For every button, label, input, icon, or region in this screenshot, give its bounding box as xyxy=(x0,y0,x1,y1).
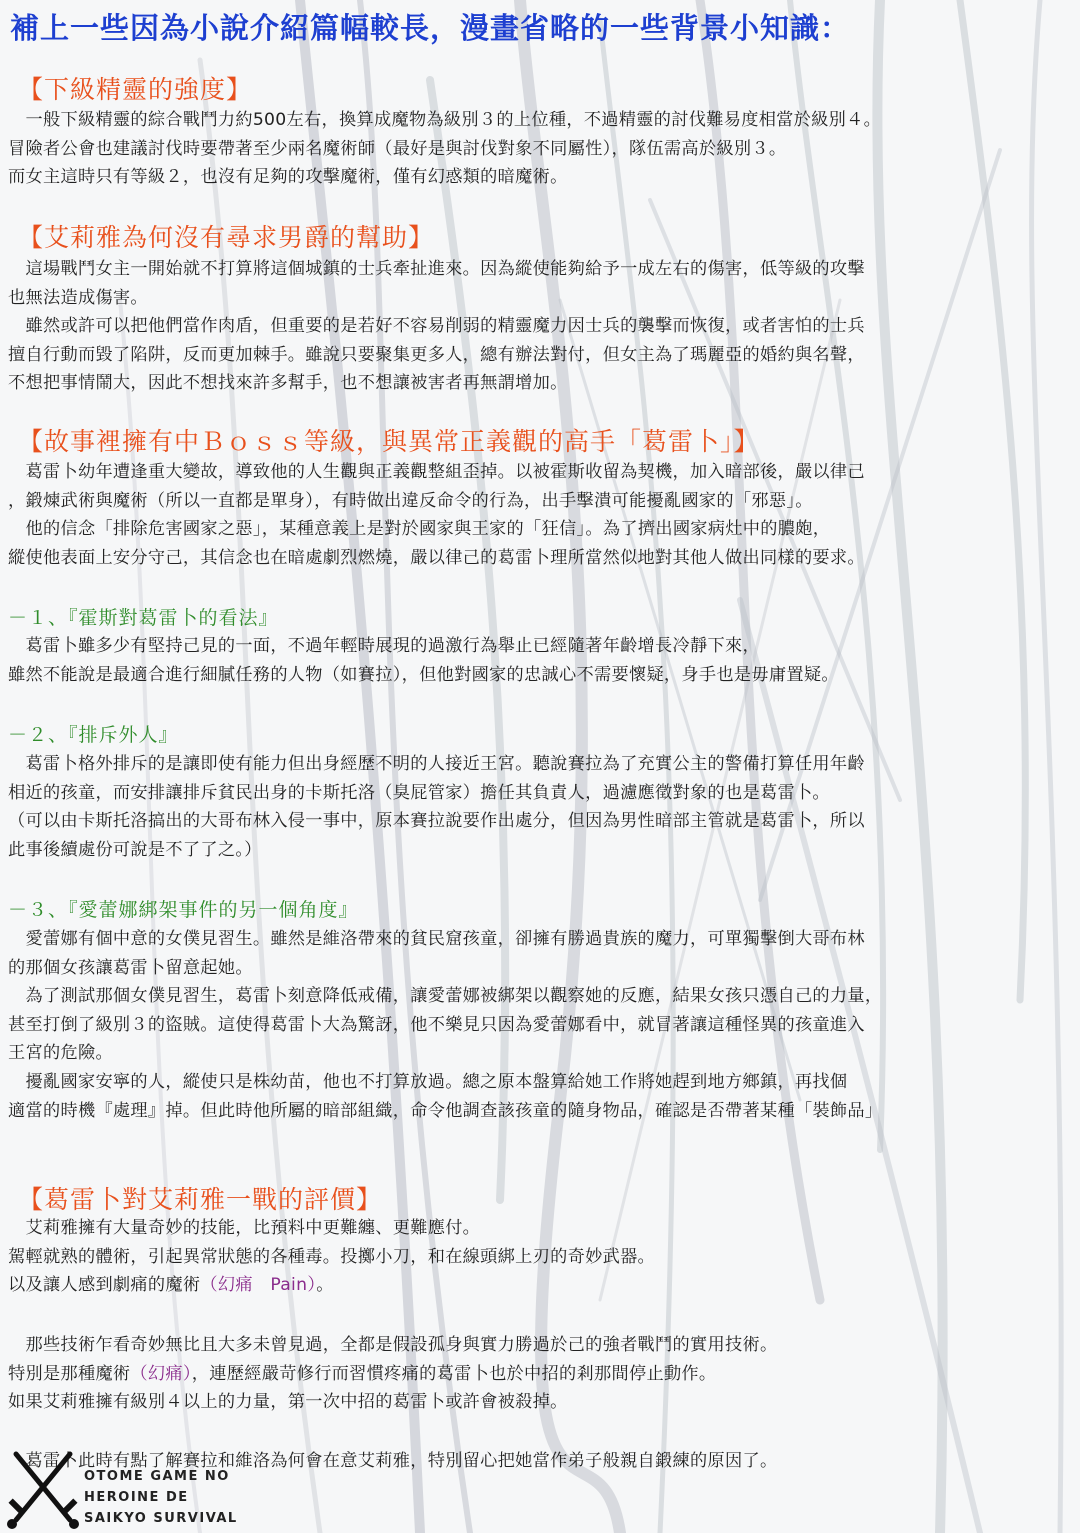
text-line: 甚至打倒了級別３的盜賊。這使得葛雷卜大為驚訝，他不樂見只因為愛蕾娜看中，就冒著讓這種怪異的孩童進入 xyxy=(8,1014,865,1035)
text-line xyxy=(8,1360,1078,1389)
text-line: 如果艾莉雅擁有級別４以上的力量，第一次中招的葛雷卜或許會被殺掉。 xyxy=(8,1392,568,1413)
subsection-body xyxy=(8,750,1078,864)
text-line: 那些技術乍看奇妙無比且大多未曾見過，全都是假設孤身與實力勝過於己的強者戰鬥的實用技術。 xyxy=(8,1335,778,1355)
text-line: 葛雷卜此時有點了解賽拉和維洛為何會在意艾莉雅，特別留心把她當作弟子般親自鍛練的原因了。 xyxy=(8,1451,778,1471)
text-line: 這場戰鬥女主一開始就不打算將這個城鎮的士兵牽扯進來。因為縱使能夠給予一成左右的傷害，低等級的攻擊 xyxy=(8,259,865,279)
highlight-phantom-pain: （幻痛） xyxy=(130,1363,192,1384)
section-body xyxy=(8,1331,1078,1417)
section-heading: 【葛雷卜對艾莉雅一戰的評價】 xyxy=(18,1185,383,1214)
text-line: 一般下級精靈的綜合戰鬥力約500左右，換算成魔物為級別３的上位種，不過精靈的討伐難易度相當於級別４。 xyxy=(8,110,882,130)
subsection-heading: －３、『愛蕾娜綁架事件的另一個角度』 xyxy=(8,899,359,921)
text-line: 此事後續處份可說是不了了之。） xyxy=(8,839,262,860)
series-credit xyxy=(84,1466,238,1529)
text-line: 擅自行動而毀了陷阱，反而更加棘手。雖說只要聚集更多人，總有辦法對付，但女主為了瑪麗亞的婚約與名聲， xyxy=(8,344,865,365)
text-line: （可以由卡斯托洛搞出的大哥布林入侵一事中，原本賽拉說要作出處分，但因為男性暗部主管就是葛雷卜，所以 xyxy=(8,811,865,832)
section-body xyxy=(8,1214,1078,1300)
text-line: 也無法造成傷害。 xyxy=(8,287,148,308)
text-line: 冒險者公會也建議討伐時要帶著至少兩名魔術師（最好是與討伐對象不同屬性），隊伍需高於級別３。 xyxy=(8,138,787,159)
subsection-heading: －２、『排斥外人』 xyxy=(8,724,179,746)
text-span: 以及讓人感到劇痛的魔術 xyxy=(8,1275,201,1296)
text-span: ，連歷經嚴苛修行而習慣疼痛的葛雷卜也於中招的剎那間停止動作。 xyxy=(191,1363,717,1384)
text-line: 艾莉雅擁有大量奇妙的技能，比預料中更難纏、更難應付。 xyxy=(8,1218,481,1238)
text-line: 為了測試那個女僕見習生，葛雷卜刻意降低戒備，讓愛蕾娜被綁架以觀察她的反應，結果女孩只憑自己的力量， xyxy=(8,986,883,1007)
text-line: 葛雷卜雖多少有堅持己見的一面，不過年輕時展現的過激行為舉止已經隨著年齡增長冷靜下來， xyxy=(8,636,760,656)
section-body xyxy=(8,255,1078,398)
section-heading: 【故事裡擁有中Ｂｏｓｓ等級，與異常正義觀的高手「葛雷卜」】 xyxy=(18,427,760,456)
crossed-swords-logo-icon xyxy=(4,1440,84,1532)
section-heading: 【艾莉雅為何沒有尋求男爵的幫助】 xyxy=(18,223,435,252)
subsection-body xyxy=(8,925,1078,1125)
text-line: ，鍛煉武術與魔術（所以一直都是單身），有時做出違反命令的行為，出手擊潰可能擾亂國家的「邪惡」。 xyxy=(8,490,813,511)
section-body xyxy=(8,458,1078,572)
text-line xyxy=(8,1271,1078,1300)
text-line: 愛蕾娜有個中意的女僕見習生。雖然是維洛帶來的貧民窟孩童，卻擁有勝過貴族的魔力，可單獨擊倒大哥布林 xyxy=(8,929,865,949)
credit-line: SAIKYO SURVIVAL xyxy=(84,1511,238,1526)
text-line: 的那個女孩讓葛雷卜留意起她。 xyxy=(8,957,253,978)
subsection-body xyxy=(8,632,1078,689)
text-span: 特別是那種魔術 xyxy=(8,1363,131,1384)
text-line: 葛雷卜格外排斥的是讓即使有能力但出身經歷不明的人接近王宮。聽說賽拉為了充實公主的警備打算任用年齡 xyxy=(8,754,865,774)
text-line: 葛雷卜幼年遭逢重大變故，導致他的人生觀與正義觀整組歪掉。以被霍斯收留為契機，加入暗部後，嚴以律己 xyxy=(8,462,865,482)
page-title: 補上一些因為小說介紹篇幅較長，漫畫省略的一些背景小知識： xyxy=(10,11,851,45)
text-span: 。 xyxy=(316,1275,334,1296)
text-line: 王宮的危險。 xyxy=(8,1043,113,1064)
text-line: 相近的孩童，而安排讓排斥貧民出身的卡斯托洛（臭屁管家）擔任其負責人，過濾應徵對象的也是葛雷卜。 xyxy=(8,782,830,803)
text-line: 他的信念「排除危害國家之惡」，某種意義上是對於國家與王家的「狂信」。為了擠出國家病灶中的膿皰， xyxy=(8,519,831,540)
text-line: 而女主這時只有等級２，也沒有足夠的攻擊魔術，僅有幻惑類的暗魔術。 xyxy=(8,167,568,188)
text-line: 駕輕就熟的體術，引起異常狀態的各種毒。投擲小刀，和在線頭綁上刃的奇妙武器。 xyxy=(8,1246,656,1267)
text-line: 適當的時機『處理』掉。但此時他所屬的暗部組織，命令他調查該孩童的隨身物品，確認是否帶著某種「裝飾品」 xyxy=(8,1100,883,1121)
credit-line: HEROINE DE xyxy=(84,1490,189,1505)
section-body xyxy=(8,106,1078,192)
text-line: 縱使他表面上安分守己，其信念也在暗處劇烈燃燒，嚴以律己的葛雷卜理所當然似地對其他人做出同樣的要求。 xyxy=(8,547,865,568)
highlight-pain: （幻痛 Pain） xyxy=(200,1275,317,1296)
text-line: 擾亂國家安寧的人，縱使只是株幼苗，他也不打算放過。總之原本盤算給她工作將她趕到地方鄉鎮，再找個 xyxy=(8,1071,848,1092)
text-line: 雖然不能說是最適合進行細膩任務的人物（如賽拉），但他對國家的忠誠心不需要懷疑，身手也是毋庸置疑。 xyxy=(8,664,839,685)
text-line: 不想把事情鬧大，因此不想找來許多幫手，也不想讓被害者再無謂增加。 xyxy=(8,373,568,394)
section-heading: 【下級精靈的強度】 xyxy=(18,75,253,104)
subsection-heading: －１、『霍斯對葛雷卜的看法』 xyxy=(8,607,279,629)
credit-line: OTOME GAME NO xyxy=(84,1469,230,1484)
text-line: 雖然或許可以把他們當作肉盾，但重要的是若好不容易削弱的精靈魔力因士兵的襲擊而恢復，或者害怕的士兵 xyxy=(8,316,865,337)
